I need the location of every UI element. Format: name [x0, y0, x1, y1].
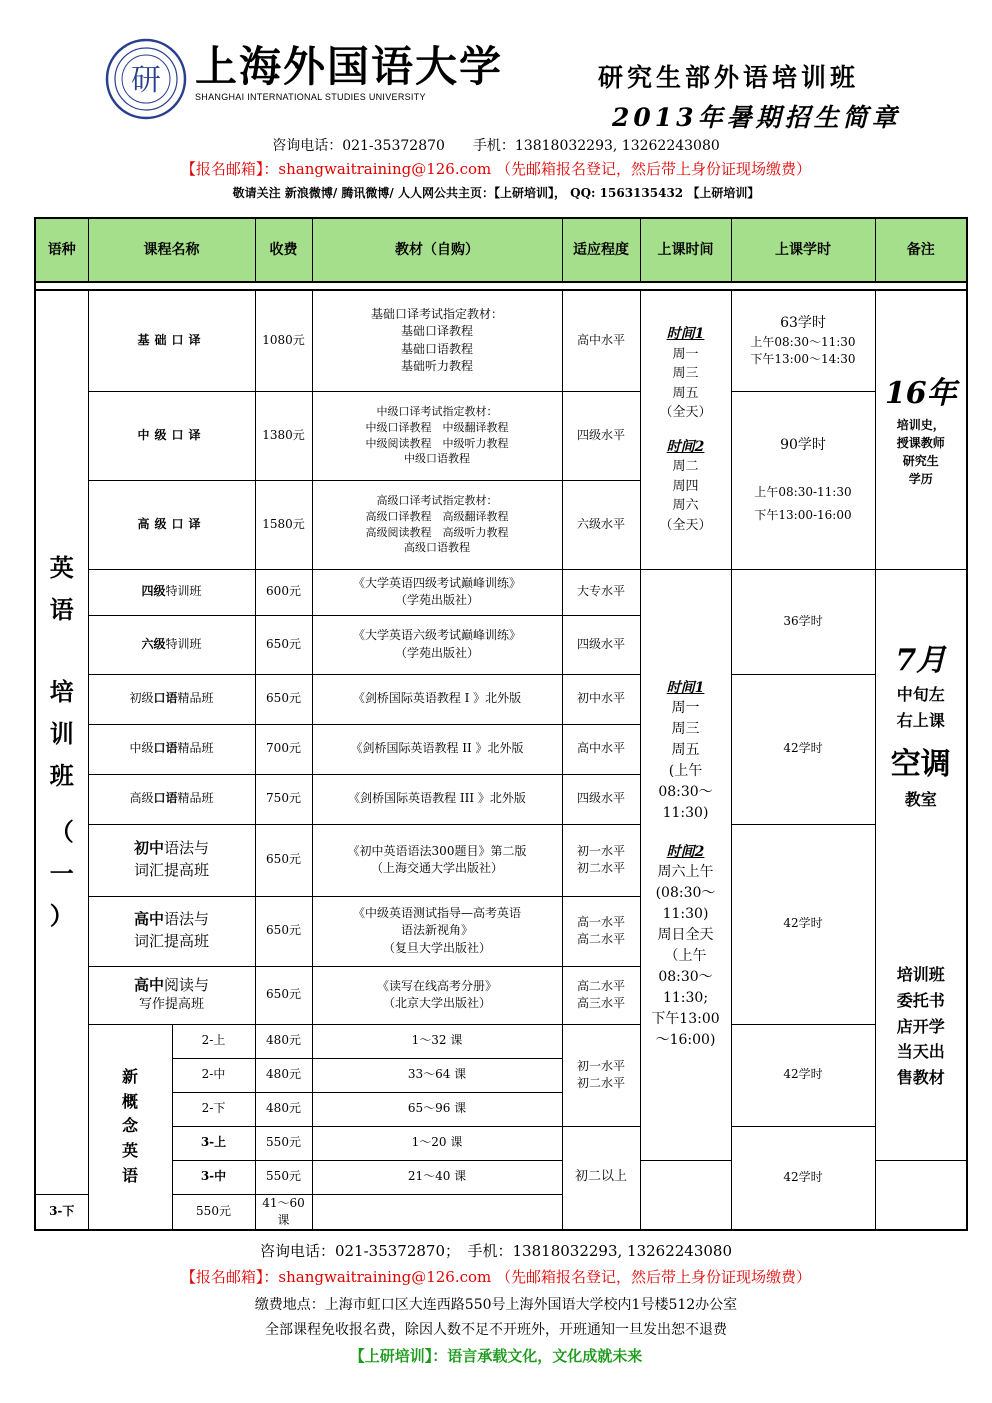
nce-lessons: 41～60 课: [255, 1194, 312, 1230]
course-fee: 750元: [255, 774, 312, 824]
course-level: 四级水平: [562, 615, 640, 674]
course-name: 高中语法与 词汇提高班: [88, 896, 255, 966]
hours-cell: 90学时 上午08:30-11:30 下午13:00-16:00: [731, 391, 875, 569]
course-book: 《大学英语六级考试巅峰训练》 （学苑出版社）: [312, 615, 562, 674]
hours-cell: 42学时: [731, 824, 875, 1024]
nce-fee: 550元: [255, 1160, 312, 1194]
course-level: 大专水平: [562, 569, 640, 615]
table-row: [35, 1126, 967, 1160]
course-fee: 1380元: [255, 391, 312, 480]
course-name: 初中语法与 词汇提高班: [88, 824, 255, 896]
course-table: [34, 217, 968, 1231]
course-fee: 600元: [255, 569, 312, 615]
nce-part: 2-上: [172, 1024, 255, 1058]
course-level: 高二水平 高三水平: [562, 966, 640, 1024]
course-book: 高级口译考试指定教材： 高级口译教程 高级翻译教程 高级阅读教程 高级听力教程 高级口语教程: [312, 480, 562, 569]
course-name: 高级口译: [88, 480, 255, 569]
nce-fee: 550元: [172, 1194, 255, 1230]
university-seal-icon: [105, 38, 187, 120]
page-title: 研究生部外语培训班: [598, 63, 860, 92]
header-course: 课程名称: [88, 218, 255, 282]
course-fee: 1080元: [255, 290, 312, 391]
table-row: [35, 391, 967, 480]
course-fee: 650元: [255, 674, 312, 724]
university-name-cn: 上海外国语大学: [195, 42, 504, 91]
footer-policy: 全部课程免收报名费，除因人数不足不开班外，开班通知一旦发出恕不退费: [265, 1322, 727, 1338]
language-cell: 英 语 培 训 班 （ 一 ）: [35, 290, 88, 1194]
hours-cell: 36学时: [731, 569, 875, 674]
nce-fee: 480元: [255, 1092, 312, 1126]
nce-part: 2-中: [172, 1058, 255, 1092]
note-cell-a: 16年 培训史， 授课教师 研究生 学历: [875, 290, 967, 569]
course-fee: 700元: [255, 724, 312, 774]
hours-cell: 42学时: [731, 674, 875, 824]
course-name: 中级口语精品班: [88, 724, 255, 774]
university-name-en: SHANGHAI INTERNATIONAL STUDIES UNIVERSITY: [195, 92, 426, 102]
course-book: 基础口译考试指定教材： 基础口译教程 基础口语教程 基础听力教程: [312, 290, 562, 391]
nce-lessons: 1～20 课: [312, 1126, 562, 1160]
nce-title: 新 概 念 英 语: [88, 1024, 172, 1230]
nce-fee: 480元: [255, 1058, 312, 1092]
note-cell-b: 7月 中旬左 右上课 空调 教室 培训班 委托书 店开学 当天出 售教材: [875, 569, 967, 1160]
header-language: 语种: [35, 218, 88, 282]
contact-line: 咨询电话：021-35372870 手机：13818032293, 13262243080: [272, 138, 720, 154]
course-level: 初一水平 初二水平: [562, 824, 640, 896]
nce-part: 3-上: [172, 1126, 255, 1160]
footer-slogan: 【上研培训】：语言承载文化，文化成就未来: [349, 1347, 643, 1365]
table-row: [35, 1024, 967, 1058]
course-level: 六级水平: [562, 480, 640, 569]
footer-address: 缴费地点：上海市虹口区大连西路550号上海外国语大学校内1号楼512办公室: [254, 1297, 738, 1313]
course-book: 《读写在线高考分册》 （北京大学出版社）: [312, 966, 562, 1024]
nce-lessons: 1～32 课: [312, 1024, 562, 1058]
course-level: 四级水平: [562, 774, 640, 824]
table-row: [35, 824, 967, 896]
course-name: 六级特训班: [88, 615, 255, 674]
header-note: 备注: [875, 218, 967, 282]
course-book: 《初中英语语法300题目》第二版 （上海交通大学出版社）: [312, 824, 562, 896]
course-fee: 650元: [255, 966, 312, 1024]
nce-lessons: 33～64 课: [312, 1058, 562, 1092]
course-name: 高中阅读与 写作提高班: [88, 966, 255, 1024]
course-level: 初二以上: [562, 1126, 640, 1230]
nce-fee: 480元: [255, 1024, 312, 1058]
course-level: 高中水平: [562, 290, 640, 391]
course-fee: 650元: [255, 896, 312, 966]
header-level: 适应程度: [562, 218, 640, 282]
spacer-row: [35, 282, 967, 290]
footer-contact: 咨询电话：021-35372870； 手机：13818032293, 13262243080: [259, 1242, 733, 1260]
time-cell-a: 时间1 周一 周三 周五 （全天） 时间2 周二 周四 周六 （全天）: [640, 290, 731, 569]
course-name: 四级特训班: [88, 569, 255, 615]
table-header-row: [35, 218, 967, 282]
table-row: [35, 290, 967, 391]
hours-cell: 42学时: [731, 1126, 875, 1230]
course-level: 高中水平: [562, 724, 640, 774]
course-book: 《剑桥国际英语教程 I 》北外版: [312, 674, 562, 724]
course-level: 四级水平: [562, 391, 640, 480]
email-line: 【报名邮箱】：shangwaitraining@126.com （先邮箱报名登记，然后带上身份证现场缴费）: [180, 160, 812, 178]
hours-cell: 42学时: [731, 1024, 875, 1126]
header-fee: 收费: [255, 218, 312, 282]
course-level: 高一水平 高二水平: [562, 896, 640, 966]
course-book: 《中级英语测试指导—高考英语 语法新视角》 （复旦大学出版社）: [312, 896, 562, 966]
course-level: 初中水平: [562, 674, 640, 724]
table-row: [35, 569, 967, 615]
table-row: [35, 674, 967, 724]
nce-lessons: 65～96 课: [312, 1092, 562, 1126]
header-book: 教材（自购）: [312, 218, 562, 282]
course-fee: 650元: [255, 824, 312, 896]
course-book: 中级口译考试指定教材： 中级口译教程 中级翻译教程 中级阅读教程 中级听力教程 中级口语教程: [312, 391, 562, 480]
course-book: 《剑桥国际英语教程 II 》北外版: [312, 724, 562, 774]
nce-part: 3-下: [35, 1194, 88, 1230]
header-time: 上课时间: [640, 218, 731, 282]
course-fee: 650元: [255, 615, 312, 674]
course-name: 高级口语精品班: [88, 774, 255, 824]
course-book: 《大学英语四级考试巅峰训练》 （学苑出版社）: [312, 569, 562, 615]
course-fee: 1580元: [255, 480, 312, 569]
course-book: 《剑桥国际英语教程 III 》北外版: [312, 774, 562, 824]
time-cell-b: 时间1 周一 周三 周五 (上午 08:30～ 11:30) 时间2 周六上午 (08:30～ 11:30) 周日全天 （上午 08:30～ 11:30; 下午13:00 ～16:00): [640, 569, 731, 1160]
footer-email: 【报名邮箱】：shangwaitraining@126.com （先邮箱报名登记，然后带上身份证现场缴费）: [180, 1268, 812, 1286]
header-hours: 上课学时: [731, 218, 875, 282]
nce-part: 3-中: [172, 1160, 255, 1194]
course-level: 初一水平 初二水平: [562, 1024, 640, 1126]
nce-part: 2-下: [172, 1092, 255, 1126]
page-subtitle: 2013年暑期招生简章: [612, 103, 901, 132]
course-name: 基础口译: [88, 290, 255, 391]
nce-lessons: 21～40 课: [312, 1160, 562, 1194]
hours-cell: 63学时 上午08:30～11:30 下午13:00～14:30: [731, 290, 875, 391]
follow-line: 敬请关注 新浪微博/ 腾讯微博/ 人人网公共主页：【上研培训】， QQ: 1563135432 【上研培训】: [232, 186, 760, 200]
course-name: 初级口语精品班: [88, 674, 255, 724]
course-name: 中级口译: [88, 391, 255, 480]
svg-text:研: 研: [131, 63, 161, 98]
nce-fee: 550元: [255, 1126, 312, 1160]
